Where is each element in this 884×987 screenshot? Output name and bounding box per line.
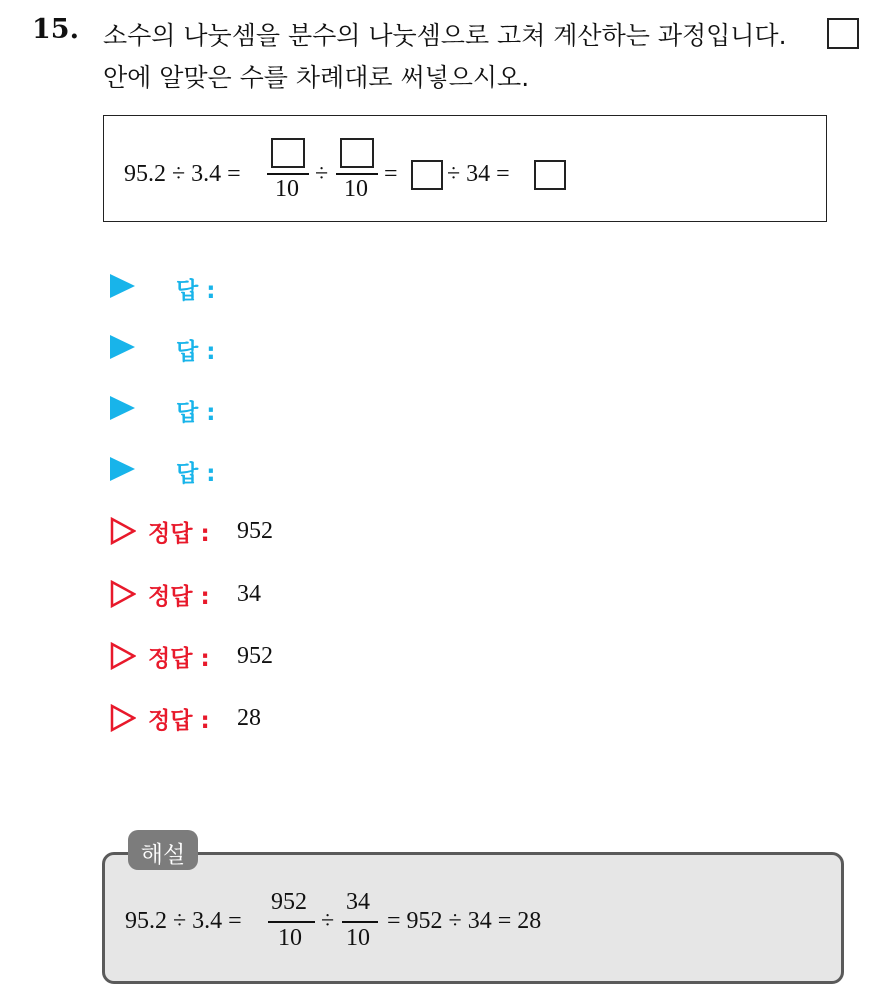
play-triangle-icon (110, 396, 135, 420)
answer-key-label: 정답 : (148, 521, 210, 547)
answer-blank-indicator (827, 18, 859, 49)
solution-fraction1-bar (268, 921, 315, 923)
question-number: 15. (32, 14, 79, 45)
solution-tab (128, 830, 198, 870)
solution-divide-sign: ÷ (321, 908, 335, 934)
fraction2-denominator: 10 (344, 176, 368, 202)
divide-sign-1: ÷ (315, 161, 329, 187)
equation-box (103, 115, 827, 222)
outline-triangle-icon (110, 580, 136, 608)
solution-lhs: 95.2 ÷ 3.4 = (125, 908, 242, 934)
solution-box (102, 852, 844, 984)
play-triangle-icon (110, 457, 135, 481)
solution-fraction2-numerator: 34 (346, 889, 370, 915)
answer-prompt-label: 답 : (176, 278, 216, 304)
solution-fraction2-denominator: 10 (346, 925, 370, 951)
fraction2-numerator-blank[interactable] (340, 138, 374, 168)
solution-rhs: = 952 ÷ 34 = 28 (387, 908, 542, 934)
fraction1-bar (267, 173, 309, 175)
solution-fraction1-numerator: 952 (271, 889, 307, 915)
answer-prompt-label: 답 : (176, 400, 216, 426)
equation-middle: ÷ 34 = (447, 161, 510, 187)
question-text-line1: 소수의 나눗셈을 분수의 나눗셈으로 고쳐 계산하는 과정입니다. (103, 21, 787, 50)
answer-key-value: 34 (237, 581, 261, 607)
answer-key-value: 952 (237, 643, 273, 669)
solution-fraction2-bar (342, 921, 378, 923)
answer-key-label: 정답 : (148, 584, 210, 610)
answer-key-label: 정답 : (148, 708, 210, 734)
solution-fraction1-denominator: 10 (278, 925, 302, 951)
solution-tab-label: 해설 (140, 842, 186, 868)
equals-sign: = (384, 161, 398, 187)
answer-key-value: 952 (237, 518, 273, 544)
question-text-line2: 안에 알맞은 수를 차례대로 써넣으시오. (103, 63, 530, 92)
answer-key-label: 정답 : (148, 646, 210, 672)
play-triangle-icon (110, 274, 135, 298)
equation-lhs: 95.2 ÷ 3.4 = (124, 161, 241, 187)
outline-triangle-icon (110, 642, 136, 670)
outline-triangle-icon (110, 704, 136, 732)
answer-key-value: 28 (237, 705, 261, 731)
play-triangle-icon (110, 335, 135, 359)
answer-prompt-label: 답 : (176, 461, 216, 487)
fraction1-denominator: 10 (275, 176, 299, 202)
answer-prompt-label: 답 : (176, 339, 216, 365)
outline-triangle-icon (110, 517, 136, 545)
dividend-blank[interactable] (411, 160, 443, 190)
fraction2-bar (336, 173, 378, 175)
quotient-blank[interactable] (534, 160, 566, 190)
fraction1-numerator-blank[interactable] (271, 138, 305, 168)
